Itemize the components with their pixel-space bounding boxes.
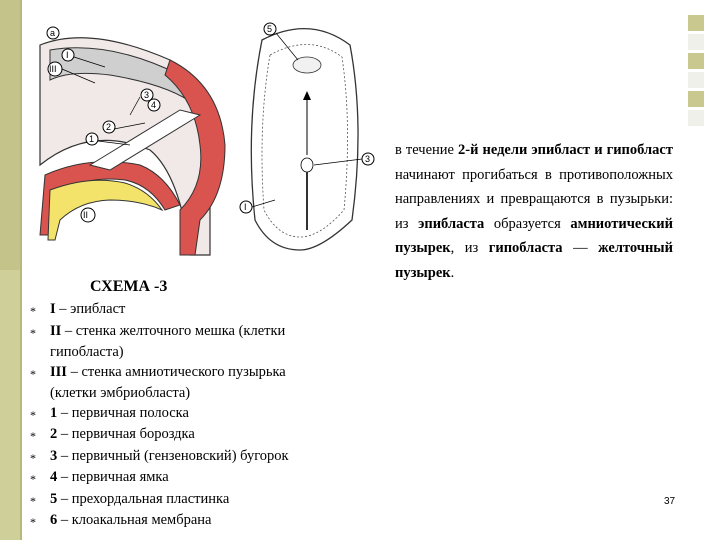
scheme-caption: СХЕМА -3 [90, 278, 168, 295]
legend-item [30, 300, 390, 322]
left-decor-line [20, 0, 22, 540]
para-text: — [562, 240, 599, 256]
bullet-star: * [30, 493, 36, 508]
figure-label-1: 1 [89, 134, 95, 144]
bullet-star: * [30, 450, 36, 465]
bullet-star: * [30, 304, 36, 318]
para-text: в течение [395, 142, 459, 158]
legend-text: – клоакальная мембрана [57, 512, 212, 528]
legend-text: – первичный (гензеновский) бугорок [57, 447, 289, 464]
legend-text: – стенка амниотического пузырька [66, 363, 286, 380]
para-bold: желточный пузырек [395, 240, 673, 281]
figure-label-3: 3 [144, 90, 150, 100]
figure-label-II: II [83, 210, 89, 220]
legend-key: II [50, 322, 62, 339]
legend-item [30, 468, 390, 490]
figure-label-Ib: I [244, 202, 247, 212]
legend-key: I [50, 301, 56, 317]
legend-item [30, 447, 390, 469]
para-bold: гипобласта [488, 240, 563, 256]
decor-square [688, 53, 704, 69]
primitive-node-shape [301, 158, 313, 172]
figure-label-3b: 3 [365, 154, 371, 164]
bullet-star: * [30, 366, 36, 381]
decor-square [688, 15, 704, 31]
decor-square [688, 91, 704, 107]
para-text: начинают прогибаться в противоположных направлениях и превращаются в пузырьки: из [395, 166, 673, 232]
yolk-wall-shape [48, 180, 162, 240]
legend-key: 6 [50, 512, 58, 528]
bullet-star: * [30, 515, 36, 529]
corner-decor-squares [688, 12, 712, 129]
figure-label-4: 4 [151, 100, 157, 110]
para-text: . [450, 264, 455, 281]
legend-text: – первичная полоска [57, 404, 189, 421]
embryo-scheme-svg [30, 5, 385, 267]
legend-key: III [50, 363, 67, 380]
legend-text: – стенка желточного мешка (клетки [61, 322, 286, 339]
legend-text: – прехордальная пластинка [57, 490, 230, 507]
legend-item [30, 490, 390, 512]
legend-text: – первичная ямка [57, 469, 169, 485]
legend-list [30, 300, 390, 533]
legend-key: 1 [50, 404, 58, 421]
decor-square [688, 34, 704, 50]
figure-label-5: 5 [267, 24, 273, 34]
legend-text-continued: гипобласта) [50, 344, 124, 360]
para-text: , из [450, 240, 489, 256]
figure-label-2: 2 [106, 122, 112, 132]
figure-label-III: III [49, 64, 57, 74]
figure-label-a: a [50, 28, 56, 38]
page-number: 37 [664, 496, 676, 507]
decor-square [688, 72, 704, 88]
bullet-star: * [30, 472, 36, 486]
legend-item [30, 425, 390, 447]
para-bold: амниотический пузырек [395, 215, 673, 256]
legend-key: 4 [50, 469, 58, 485]
legend-key: 5 [50, 490, 58, 507]
bullet-star: * [30, 407, 36, 422]
legend-text-continued: (клетки эмбриобласта) [50, 385, 191, 401]
legend-text: – первичная бороздка [57, 426, 195, 442]
legend-item [30, 404, 390, 426]
bullet-star: * [30, 325, 36, 340]
legend-text: – эпибласт [55, 301, 126, 317]
legend-key: 2 [50, 426, 58, 442]
legend-item [30, 511, 390, 533]
legend-item [30, 322, 390, 344]
decor-square [688, 110, 704, 126]
description-paragraph [395, 138, 673, 285]
embryo-scheme-figure [30, 5, 385, 267]
legend-item [30, 363, 390, 385]
bullet-star: * [30, 429, 36, 443]
para-bold: 2-й недели эпибласт и гипобласт [458, 142, 673, 158]
para-bold: эпибласта [418, 215, 485, 232]
legend-key: 3 [50, 447, 58, 464]
figure-label-I: I [66, 50, 69, 60]
para-text: образуется [484, 215, 571, 232]
left-decor-block [0, 0, 20, 270]
